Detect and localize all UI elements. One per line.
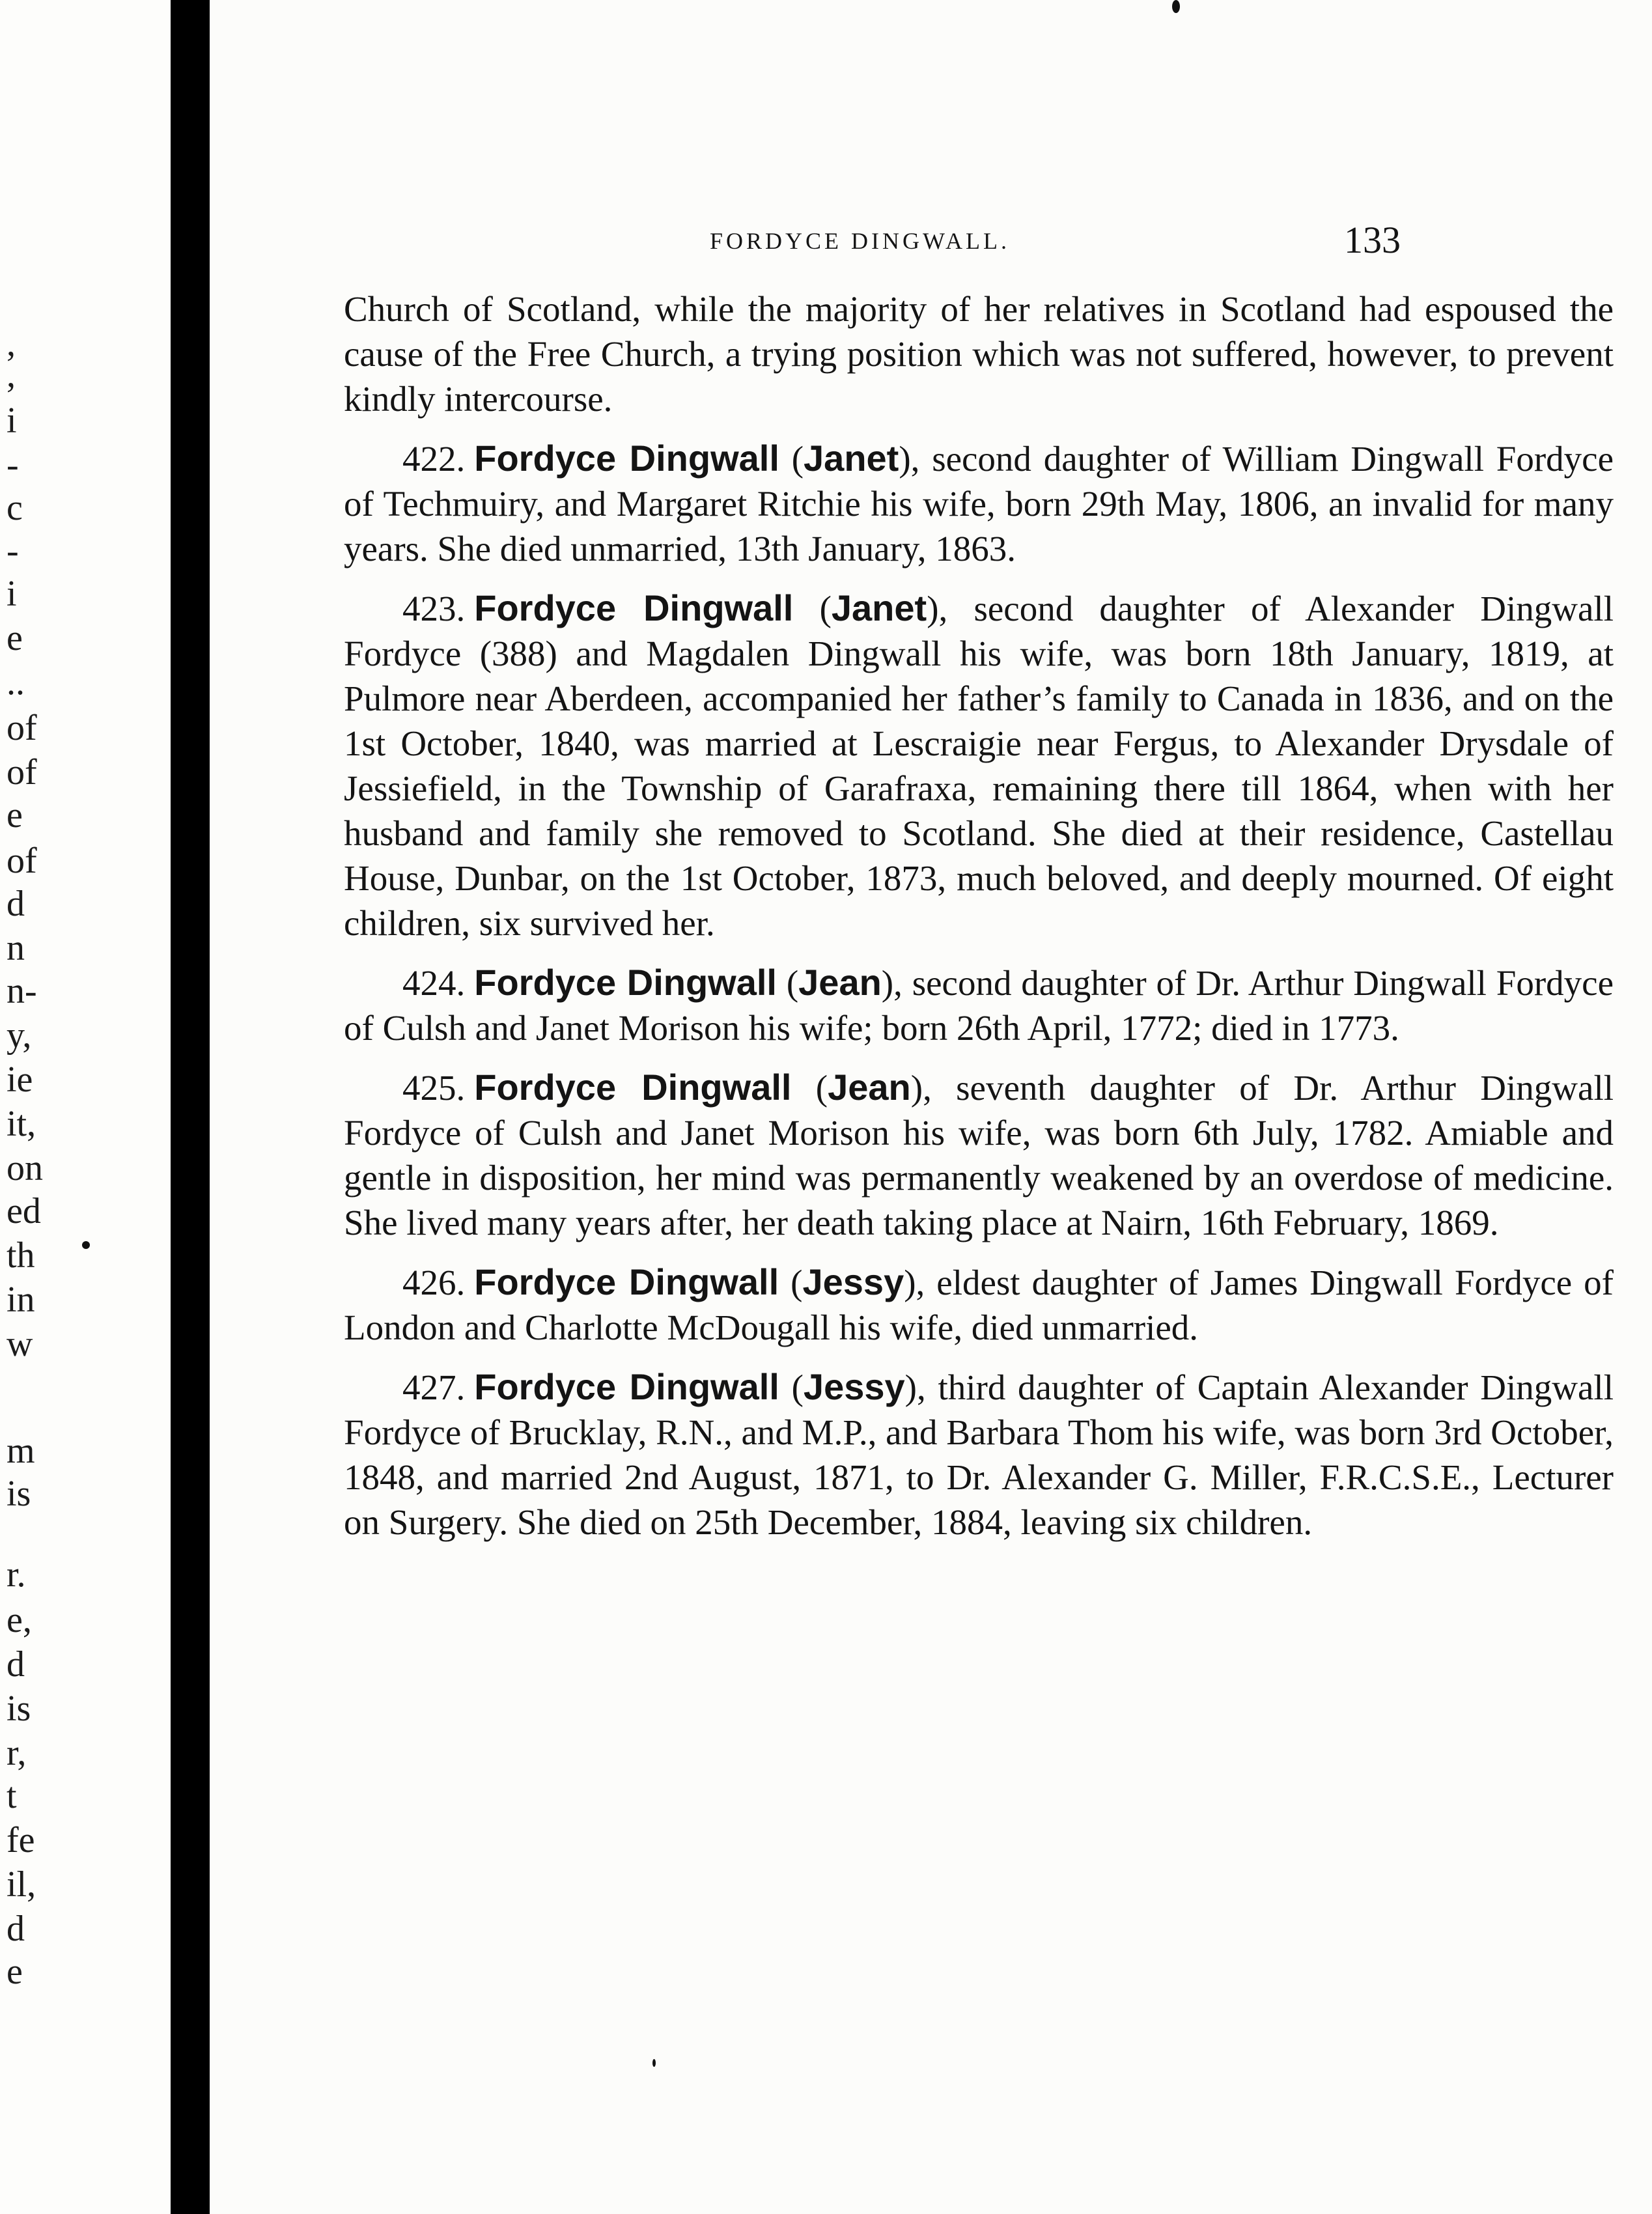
body-text (344, 287, 1614, 1559)
entry-given-name: Jean (798, 962, 882, 1003)
entry-423: 423. Fordyce Dingwall (Janet), second daughter of Alexander Dingwall Fordyce (388) and Magdalen Dingwall his wife, was born 18th January, 1819, at Pulmore near Aberdeen, accompanied her father’s family to Canada in 1836, and on the 1st October, 1840, was married at Lescraigie near Fergus, to Alexander Drysdale of Jessiefield, in the Township of Garafraxa, remaining there till 1864, when with her husband and family she removed to Scotland. She died at their residence, Castellau House, Dunbar, on the 1st October, 1873, much beloved, and deeply mourned. Of eight children, six survived her. (344, 587, 1614, 943)
fragment: fe (7, 1820, 35, 1860)
fragment: it, (7, 1104, 36, 1144)
entry-text: seventh daughter of Dr. Arthur Dingwall Fordyce of Culsh and Janet Morison his wife, was born 6th July, 1782. Amiable and gentle in disposition, her mind was permanently weakened by an overdose of medicine. She lived many years after, her death taking place at Nairn, 16th February, 1869. (344, 1068, 1614, 1242)
fragment: ie (7, 1059, 33, 1100)
fragment: , (7, 324, 16, 364)
entry-given-name: Jean (828, 1067, 911, 1108)
fragment: i (7, 400, 17, 441)
entry-surname: Fordyce Dingwall (474, 1366, 779, 1407)
fragment: - (7, 445, 19, 485)
fragment: c (7, 488, 23, 528)
fragment: i (7, 574, 17, 614)
fragment: e (7, 618, 23, 658)
fragment: of (7, 841, 37, 881)
fragment: y, (7, 1015, 32, 1056)
fragment: t (7, 1776, 17, 1816)
running-title: FORDYCE DINGWALL. (710, 228, 1010, 254)
entry-text: second daughter of Alexander Dingwall Fordyce (388) and Magdalen Dingwall his wife, was born 18th January, 1819, at Pulmore near Aberdeen, accompanied her father’s family to Canada in 1836, and on the 1st October, 1840, was married at Lescraigie near Fergus, to Alexander Drysdale of Jessiefield, in the Township of Garafraxa, remaining there till 1864, when with her husband and family she removed to Scotland. She died at their residence, Castellau House, Dunbar, on the 1st October, 1873, much beloved, and deeply mourned. Of eight children, six survived her. (344, 589, 1614, 943)
entry-427: 427. Fordyce Dingwall (Jessy), third daughter of Captain Alexander Dingwall Fordyce of Brucklay, R.N., and M.P., and Barbara Thom his wife, was born 3rd October, 1848, and married 2nd August, 1871, to Dr. Alexander G. Miller, F.R.C.S.E., Lecturer on Surgery. She died on 25th December, 1884, leaving six children. (344, 1366, 1614, 1542)
entry-given-name: Jessy (803, 1366, 905, 1407)
running-head (210, 218, 1652, 264)
ink-speck (1172, 0, 1180, 13)
fragment: n- (7, 971, 37, 1011)
fragment: m (7, 1431, 35, 1471)
entry-surname: Fordyce Dingwall (474, 962, 777, 1003)
fragment: of (7, 752, 37, 792)
entry-number: 427. (402, 1367, 466, 1407)
fragment: d (7, 884, 25, 924)
fragment: ed (7, 1191, 41, 1231)
entry-number: 425. (402, 1068, 466, 1108)
fragment: on (7, 1148, 43, 1188)
entry-text: third daughter of Captain Alexander Dingwall Fordyce of Brucklay, R.N., and M.P., and Barbara Thom his wife, was born 3rd October, 1848, and married 2nd August, 1871, to Dr. Alexander G. Miller, F.R.C.S.E., Lecturer on Surgery. She died on 25th December, 1884, leaving six children. (344, 1367, 1614, 1542)
entry-given-name: Janet (831, 587, 927, 628)
fragment: of (7, 708, 37, 748)
entry-surname: Fordyce Dingwall (474, 1067, 792, 1108)
fragment: e (7, 795, 23, 835)
fragment: d (7, 1644, 25, 1685)
fragment: il, (7, 1864, 36, 1905)
entry-surname: Fordyce Dingwall (474, 1261, 779, 1302)
ink-speck (82, 1241, 90, 1249)
fragment: , (7, 355, 16, 395)
entry-surname: Fordyce Dingwall (474, 587, 794, 628)
opening-paragraph: Church of Scotland, while the majority of her relatives in Scotland had espoused the cause of the Free Church, a trying position which was not suffered, however, to prevent kindly intercourse. (344, 289, 1614, 419)
entry-426: 426. Fordyce Dingwall (Jessy), eldest daughter of James Dingwall Fordyce of London and Charlotte McDougall his wife, died unmarried. (344, 1261, 1614, 1347)
entry-425: 425. Fordyce Dingwall (Jean), seventh daughter of Dr. Arthur Dingwall Fordyce of Culsh and Janet Morison his wife, was born 6th July, 1782. Amiable and gentle in disposition, her mind was permanently weakened by an overdose of medicine. She lived many years after, her death taking place at Nairn, 16th February, 1869. (344, 1067, 1614, 1242)
fragment: e, (7, 1600, 32, 1640)
fragment: r, (7, 1733, 27, 1773)
entry-surname: Fordyce Dingwall (474, 438, 779, 479)
entry-given-name: Janet (804, 438, 899, 479)
entry-given-name: Jessy (802, 1261, 904, 1302)
fragment: e (7, 1952, 23, 1992)
fragment: n (7, 928, 25, 968)
facing-page-edge (0, 0, 171, 2214)
entry-number: 422. (402, 439, 466, 479)
fragment: d (7, 1909, 25, 1949)
entry-text: second daughter of William Dingwall Fordyce of Techmuiry, and Margaret Ritchie his wife, born 29th May, 1806, an invalid for many years. She died unmarried, 13th January, 1863. (344, 439, 1614, 568)
fragment: is (7, 1689, 31, 1729)
fragment: w (7, 1324, 33, 1364)
page-number: 133 (1344, 219, 1401, 261)
fragment: th (7, 1235, 35, 1276)
fragment: r. (7, 1554, 26, 1595)
fragment: .. (7, 662, 25, 703)
fragment: is (7, 1474, 31, 1514)
entry-422: 422. Fordyce Dingwall (Janet), second daughter of William Dingwall Fordyce of Techmuiry, and Margaret Ritchie his wife, born 29th May, 1806, an invalid for many years. She died unmarried, 13th January, 1863. (344, 438, 1614, 568)
entry-number: 426. (402, 1263, 466, 1302)
entry-text: eldest daughter of James Dingwall Fordyce of London and Charlotte McDougall his wife, died unmarried. (344, 1263, 1614, 1347)
ink-speck (652, 2059, 656, 2067)
book-page (210, 0, 1652, 2214)
entry-424: 424. Fordyce Dingwall (Jean), second daughter of Dr. Arthur Dingwall Fordyce of Culsh and Janet Morison his wife; born 26th April, 1772; died in 1773. (344, 962, 1614, 1048)
entry-number: 423. (402, 589, 466, 628)
entry-text: second daughter of Dr. Arthur Dingwall Fordyce of Culsh and Janet Morison his wife; born 26th April, 1772; died in 1773. (344, 963, 1614, 1048)
fragment: - (7, 531, 19, 571)
entry-number: 424. (402, 963, 466, 1003)
book-gutter (171, 0, 210, 2214)
fragment: in (7, 1280, 35, 1320)
